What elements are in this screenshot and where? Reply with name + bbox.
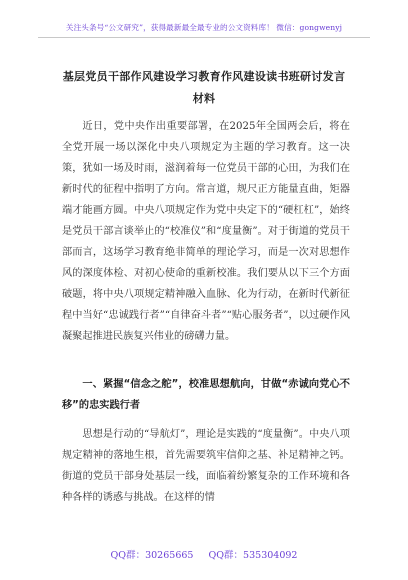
- document-title-line-2: 材料: [192, 92, 216, 105]
- document-body-section-1: [62, 424, 350, 508]
- section-1-paragraph: 思想是行动的“导航灯”，理论是实践的“度量衡”。中央八项规定精神的落地生根，首先需要筑牢信仰之基、补足精神之钙。街道的党员干部身处基层一线，面临着纷繁复杂的工作环境和各种各样的诱惑与挑战。在这样的情: [62, 429, 350, 503]
- footer-qq-group-2: QQ群：535304092: [208, 550, 298, 561]
- document-title-line-1: 基层党员干部作风建设学习教育作风建设读书班研讨发言: [62, 70, 346, 83]
- footer-contacts: [0, 547, 408, 561]
- section-heading-1: 一、紧握“信念之舵”，校准思想航向，甘做“赤诚向党心不移”的忠实践行者: [62, 379, 350, 411]
- header-divider: [38, 37, 370, 38]
- document-body-intro: [62, 116, 350, 347]
- header-promo-note: 关注头条号“公文研究”，获得最新最全最专业的公文资料库！ 微信：gongwenyj: [65, 23, 343, 32]
- intro-paragraph: 近日，党中央作出重要部署，在2025年全国两会后，将在全党开展一场以深化中央八项规定为主题的学习教育。这一决策，犹如一场及时雨，滋润着每一位党员干部的心田，为我们在新时代的征程中指明了方向。常言道，规尺正方能量直曲，矩器端才能画方圆。中央八项规定作为党中央定下的“硬杠杠”，始终是党员干部言谈举止的“校准仪”和“度量衡”。对于街道的党员干部而言，这场学习教育绝非简单的理论学习，而是一次对思想作风的深度体检、对初心使命的重新校准。我们要从以下三个方面破题，将中央八项规定精神融入血脉、化为行动，在新时代新征程中当好“忠诚践行者”“自律奋斗者”“贴心服务者”，以过硬作风凝聚起推进民族复兴伟业的磅礴力量。: [62, 121, 350, 342]
- document-title: [48, 66, 360, 110]
- footer-qq-group-1: QQ群：30265665: [110, 550, 194, 561]
